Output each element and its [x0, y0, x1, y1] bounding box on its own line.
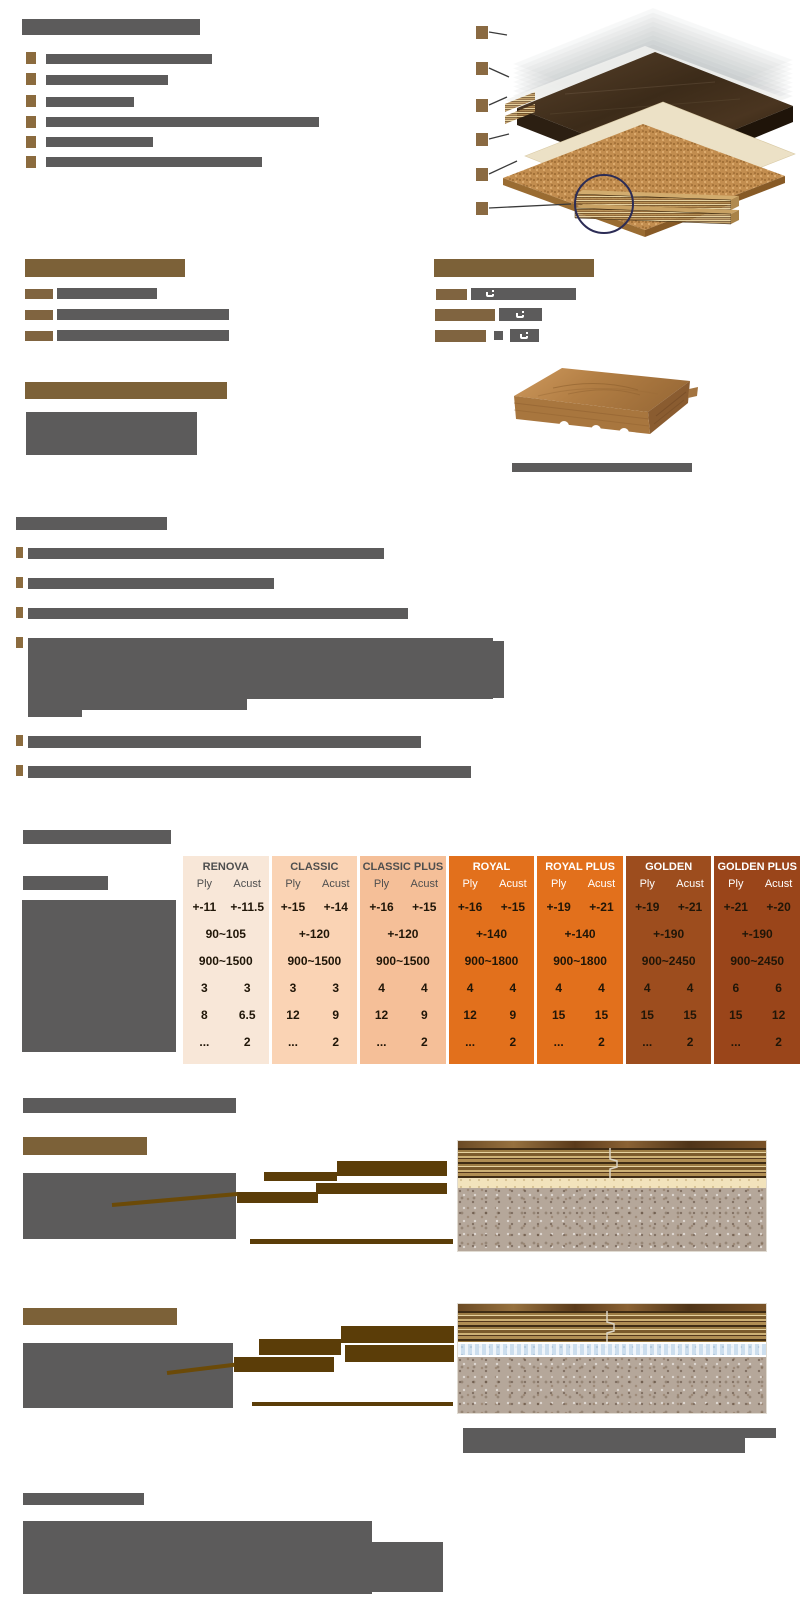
- redacted-subsection-title: [23, 1137, 147, 1155]
- table-cell: 8: [201, 1007, 208, 1022]
- table-cell: ...: [287, 1034, 298, 1049]
- hook-icon: [499, 309, 542, 322]
- table-cell: 6: [732, 980, 740, 995]
- bullet-marker: [16, 547, 23, 558]
- redacted-text-bar: [57, 330, 229, 341]
- table-cell: 900~1500: [287, 953, 342, 968]
- bullet-marker: [26, 156, 36, 168]
- redacted-term-chip: [435, 309, 495, 321]
- redacted-paragraph-block: [28, 710, 82, 717]
- table-cell: 900~1500: [198, 953, 253, 968]
- plywood-layer: [458, 1311, 766, 1342]
- table-cell: +-140: [564, 926, 596, 941]
- redacted-callout-underline: [252, 1402, 453, 1406]
- table-cell: +-21: [589, 899, 614, 914]
- table-cell: 15: [640, 1007, 654, 1022]
- redacted-list-item: [46, 137, 153, 147]
- bullet-marker: [16, 735, 23, 746]
- table-cell: 15: [683, 1007, 697, 1022]
- screed-layer: [458, 1357, 766, 1413]
- subheader-acust: Acust: [322, 878, 350, 890]
- redacted-callout-label: [234, 1357, 334, 1372]
- table-cell: 4: [555, 980, 563, 995]
- product-name: ROYAL: [472, 861, 511, 873]
- table-cell: +-19: [635, 899, 660, 914]
- redacted-row-label: [23, 876, 108, 890]
- redacted-section-title: [25, 382, 227, 399]
- table-cell: 2: [686, 1034, 694, 1049]
- redacted-term-chip: [25, 289, 53, 299]
- table-cell: ...: [199, 1034, 210, 1049]
- redacted-term-chip: [436, 289, 467, 300]
- table-cell: +-16: [457, 899, 483, 914]
- product-name: GOLDEN: [645, 861, 693, 873]
- table-cell: ...: [553, 1034, 564, 1049]
- table-cell: 4: [466, 980, 474, 995]
- spec-row: [272, 893, 358, 920]
- bullet-marker: [26, 136, 36, 148]
- bullet-marker: [26, 52, 36, 64]
- table-cell: 12: [286, 1007, 300, 1022]
- subheader-acust: Acust: [676, 878, 704, 890]
- spec-row: [183, 1028, 269, 1055]
- table-cell: 12: [771, 1007, 786, 1022]
- spec-row: [449, 974, 535, 1001]
- table-cell: 9: [509, 1007, 517, 1022]
- table-cell: 9: [332, 1007, 340, 1022]
- table-cell: 4: [686, 980, 694, 995]
- spec-column: [626, 856, 712, 1064]
- wear-layer: [458, 1304, 766, 1311]
- exploded-layers-diagram: [455, 4, 802, 246]
- hook-icon: [510, 330, 539, 343]
- redacted-image-caption: [512, 463, 692, 472]
- subheader-row: [714, 875, 800, 893]
- table-cell: ...: [465, 1034, 476, 1049]
- redacted-paragraph-block: [28, 699, 247, 710]
- table-cell: 15: [594, 1007, 609, 1022]
- subheader-row: [272, 875, 358, 893]
- spec-row: [714, 1028, 800, 1055]
- redacted-callout-label: [316, 1183, 447, 1194]
- spec-column: [360, 856, 446, 1064]
- table-cell: +-140: [475, 926, 507, 941]
- table-cell: 2: [775, 1034, 782, 1049]
- redacted-text-block: [23, 1343, 233, 1408]
- subheader-ply: Ply: [462, 878, 478, 890]
- layer-callout-square: [476, 26, 488, 39]
- subheader-acust: Acust: [587, 878, 616, 890]
- product-spec-table: [183, 856, 800, 1064]
- subheader-acust: Acust: [499, 878, 527, 890]
- table-cell: 15: [729, 1007, 743, 1022]
- wear-layer: [458, 1141, 766, 1148]
- redacted-term-chip: [25, 331, 53, 341]
- redacted-list-item: [46, 97, 134, 107]
- table-cell: 2: [420, 1034, 428, 1049]
- table-cell: 9: [420, 1007, 428, 1022]
- redacted-list-item: [28, 766, 471, 778]
- hook-icon: [471, 289, 576, 301]
- redacted-text-bar: [499, 308, 542, 321]
- table-cell: 2: [509, 1034, 517, 1049]
- spec-row: [714, 893, 800, 920]
- bullet-marker: [16, 637, 23, 648]
- table-cell: 900~1500: [376, 953, 430, 968]
- plywood-layer: [458, 1148, 766, 1178]
- subheader-ply: Ply: [285, 878, 301, 890]
- redacted-list-item: [28, 736, 421, 748]
- bullet-marker: [26, 73, 36, 85]
- redacted-callout-label: [337, 1161, 447, 1176]
- redacted-term-chip: [25, 310, 53, 320]
- redacted-list-item: [46, 54, 212, 64]
- underlay-layer: [458, 1178, 766, 1188]
- table-cell: +-15: [280, 899, 306, 914]
- redacted-paragraph-block: [28, 638, 493, 699]
- table-cell: +-19: [546, 899, 571, 914]
- spec-row: [449, 893, 535, 920]
- table-cell: +-20: [766, 899, 791, 914]
- redacted-section-title: [25, 259, 185, 277]
- redacted-list-item: [28, 578, 274, 589]
- table-cell: +-190: [653, 926, 685, 941]
- table-cell: 12: [463, 1007, 477, 1022]
- callout-squares: [476, 26, 488, 215]
- layer-callout-square: [476, 202, 488, 215]
- table-cell: 900~2450: [641, 953, 696, 968]
- redacted-paragraph-block: [493, 641, 504, 698]
- redacted-image-caption: [745, 1428, 776, 1438]
- table-cell: +-11.5: [230, 899, 265, 914]
- subheader-acust: Acust: [764, 878, 793, 890]
- table-cell: 900~1800: [464, 953, 519, 968]
- spec-row: [537, 1001, 623, 1028]
- table-cell: +-120: [298, 926, 330, 941]
- spec-row: [183, 1001, 269, 1028]
- spec-row: [626, 974, 712, 1001]
- redacted-list-item: [28, 608, 408, 619]
- spec-row: [537, 1028, 623, 1055]
- bullet-marker: [16, 607, 23, 618]
- bullet-marker: [16, 765, 23, 776]
- table-cell: 12: [374, 1007, 389, 1022]
- layer-callout-square: [476, 168, 488, 181]
- redacted-section-title: [23, 1098, 236, 1113]
- table-cell: +-16: [369, 899, 394, 914]
- table-cell: 900~2450: [730, 953, 785, 968]
- spec-row: [272, 974, 358, 1001]
- redacted-section-title: [23, 830, 171, 844]
- table-cell: +-21: [723, 899, 748, 914]
- spec-row: [183, 974, 269, 1001]
- redacted-text-block: [26, 412, 197, 455]
- spec-row: [626, 893, 712, 920]
- table-cell: 3: [201, 980, 208, 995]
- redacted-section-title: [16, 517, 167, 530]
- table-cell: 15: [551, 1007, 566, 1022]
- cross-section-image-floating: [457, 1303, 767, 1414]
- spec-row: [360, 1028, 446, 1055]
- table-cell: ...: [730, 1034, 741, 1049]
- cross-section-image-glued: [457, 1140, 767, 1252]
- spec-row: [272, 1028, 358, 1055]
- redacted-callout-label: [341, 1326, 454, 1343]
- table-cell: ...: [642, 1034, 653, 1049]
- subheader-row: [360, 875, 446, 893]
- subheader-ply: Ply: [551, 878, 567, 890]
- redacted-callout-label: [264, 1172, 337, 1181]
- table-cell: 4: [598, 980, 605, 995]
- table-cell: 3: [332, 980, 340, 995]
- redacted-row-labels-block: [22, 900, 176, 1052]
- redacted-callout-underline: [250, 1239, 453, 1244]
- redacted-text-bar: [510, 329, 539, 342]
- subheader-acust: Acust: [410, 878, 439, 890]
- layer-callout-square: [476, 99, 488, 112]
- bullet-marker: [16, 577, 23, 588]
- redacted-section-title: [434, 259, 594, 277]
- product-name: RENOVA: [202, 861, 249, 873]
- table-cell: +-120: [387, 926, 419, 941]
- spec-row: [360, 974, 446, 1001]
- redacted-callout-label: [259, 1339, 341, 1355]
- redacted-callout-label: [237, 1192, 318, 1203]
- table-cell: 4: [378, 980, 385, 995]
- redacted-list-item: [28, 548, 384, 559]
- table-cell: 90~105: [205, 926, 246, 941]
- table-cell: 4: [509, 980, 517, 995]
- spec-row: [714, 974, 800, 1001]
- spec-row: [360, 1001, 446, 1028]
- table-cell: 900~1800: [553, 953, 607, 968]
- subheader-ply: Ply: [728, 878, 744, 890]
- click-joint-line: [606, 1148, 622, 1178]
- redacted-image-caption: [463, 1428, 745, 1453]
- subheader-acust: Acust: [233, 878, 261, 890]
- spec-row: [537, 974, 623, 1001]
- spec-row: [272, 1001, 358, 1028]
- table-cell: 6.5: [238, 1007, 256, 1022]
- table-cell: +-11: [192, 899, 217, 914]
- redacted-list-item: [46, 157, 262, 167]
- table-cell: 3: [243, 980, 251, 995]
- table-cell: 2: [332, 1034, 340, 1049]
- redacted-text-block: [23, 1173, 236, 1239]
- spec-column: [449, 856, 535, 1064]
- table-cell: 3: [289, 980, 297, 995]
- click-joint-line: [603, 1311, 619, 1342]
- subheader-row: [626, 875, 712, 893]
- table-cell: +-15: [500, 899, 526, 914]
- spec-row: [360, 893, 446, 920]
- redacted-small-square: [494, 331, 503, 340]
- bullet-marker: [26, 95, 36, 107]
- product-name: CLASSIC PLUS: [362, 861, 444, 873]
- redacted-text-bar: [471, 288, 576, 300]
- table-cell: +-14: [323, 899, 348, 914]
- subheader-ply: Ply: [196, 878, 213, 890]
- redacted-list-item: [46, 117, 319, 127]
- redacted-paragraph-block: [23, 1521, 372, 1594]
- product-name: GOLDEN PLUS: [717, 861, 797, 873]
- acoustic-membrane-layer: [458, 1344, 766, 1355]
- spec-row: [449, 1028, 535, 1055]
- spec-column: [537, 856, 623, 1064]
- spec-row: [626, 1001, 712, 1028]
- subheader-ply: Ply: [639, 878, 655, 890]
- bullet-marker: [26, 116, 36, 128]
- product-name: ROYAL PLUS: [545, 861, 615, 873]
- product-name: CLASSIC: [290, 861, 339, 873]
- spec-column: [714, 856, 800, 1064]
- spec-column: [272, 856, 358, 1064]
- spec-row: [183, 893, 269, 920]
- subheader-row: [449, 875, 535, 893]
- spec-column: [183, 856, 269, 1064]
- table-cell: 4: [643, 980, 651, 995]
- redacted-paragraph-block: [372, 1542, 443, 1592]
- layer-callout-square: [476, 133, 488, 146]
- table-cell: 6: [775, 980, 782, 995]
- redacted-list-item: [46, 75, 168, 85]
- subheader-ply: Ply: [373, 878, 390, 890]
- subheader-row: [537, 875, 623, 893]
- redacted-page-title: [22, 19, 200, 35]
- plank-layer: [575, 190, 739, 224]
- spec-row: [626, 1028, 712, 1055]
- solid-plank-image: [498, 356, 704, 460]
- table-cell: ...: [376, 1034, 387, 1049]
- redacted-subsection-title: [23, 1308, 177, 1325]
- table-cell: +-21: [677, 899, 703, 914]
- table-cell: 4: [420, 980, 428, 995]
- redacted-text-bar: [57, 288, 157, 299]
- subheader-row: [183, 875, 269, 893]
- table-cell: +-15: [412, 899, 437, 914]
- table-cell: +-190: [741, 926, 773, 941]
- layer-callout-square: [476, 62, 488, 75]
- table-cell: 2: [243, 1034, 251, 1049]
- table-cell: 2: [598, 1034, 605, 1049]
- redacted-callout-label: [345, 1345, 454, 1362]
- screed-layer: [458, 1188, 766, 1251]
- redacted-term-chip: [435, 330, 486, 342]
- spec-row: [714, 1001, 800, 1028]
- redacted-text-bar: [57, 309, 229, 320]
- spec-row: [449, 1001, 535, 1028]
- redacted-section-title: [23, 1493, 144, 1505]
- spec-row: [537, 893, 623, 920]
